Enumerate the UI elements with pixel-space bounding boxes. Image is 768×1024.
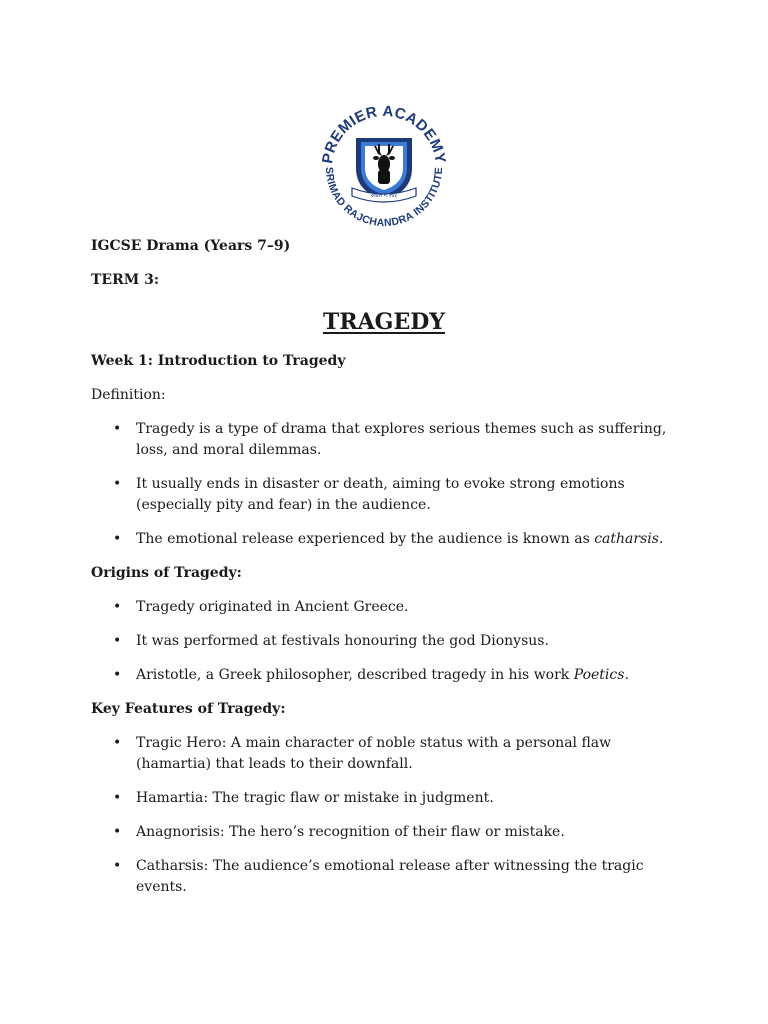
list-item: • Hamartia: The tragic flaw or mistake in judgment. (91, 788, 681, 809)
origins-heading: Origins of Tragedy: (91, 565, 242, 581)
definition-list (91, 419, 691, 550)
list-item: • Tragedy is a type of drama that explores serious themes such as suffering, loss, and moral dilemmas. (91, 419, 681, 461)
list-item: • The emotional release experienced by the audience is known as catharsis. (91, 529, 681, 550)
poetics-title: Poetics (573, 667, 625, 683)
features-heading: Key Features of Tragedy: (91, 701, 286, 717)
list-item: • It was performed at festivals honouring the god Dionysus. (91, 631, 681, 652)
logo-top-text: PREMIER ACADEMY (319, 102, 449, 165)
list-item: • It usually ends in disaster or death, aiming to evoke strong emotions (especially pity and fear) in the audience. (91, 474, 681, 516)
week-heading: Week 1: Introduction to Tragedy (91, 353, 346, 369)
list-item: • Catharsis: The audience’s emotional release after witnessing the tragic events. (91, 856, 681, 898)
list-item: • Tragedy originated in Ancient Greece. (91, 597, 681, 618)
list-item: • Aristotle, a Greek philosopher, described tragedy in his work Poetics. (91, 665, 681, 686)
list-item: • Anagnorisis: The hero’s recognition of their flaw or mistake. (91, 822, 681, 843)
school-logo (312, 96, 456, 240)
list-item: • Tragic Hero: A main character of noble status with a personal flaw (hamartia) that leads to their downfall. (91, 733, 681, 775)
features-list (91, 733, 691, 898)
document-content (91, 236, 691, 898)
page-title: TRAGEDY (322, 309, 446, 335)
logo-bottom-text: SRIMAD RAJCHANDRA INSTITUTE (322, 166, 446, 230)
logo-motto: સ્વામ ને માર (370, 193, 398, 199)
origins-list (91, 597, 691, 686)
definition-label: Definition: (91, 387, 166, 403)
catharsis-term: catharsis (594, 531, 659, 547)
subject-heading: IGCSE Drama (Years 7–9) (91, 238, 291, 254)
term-heading: TERM 3: (91, 272, 160, 288)
